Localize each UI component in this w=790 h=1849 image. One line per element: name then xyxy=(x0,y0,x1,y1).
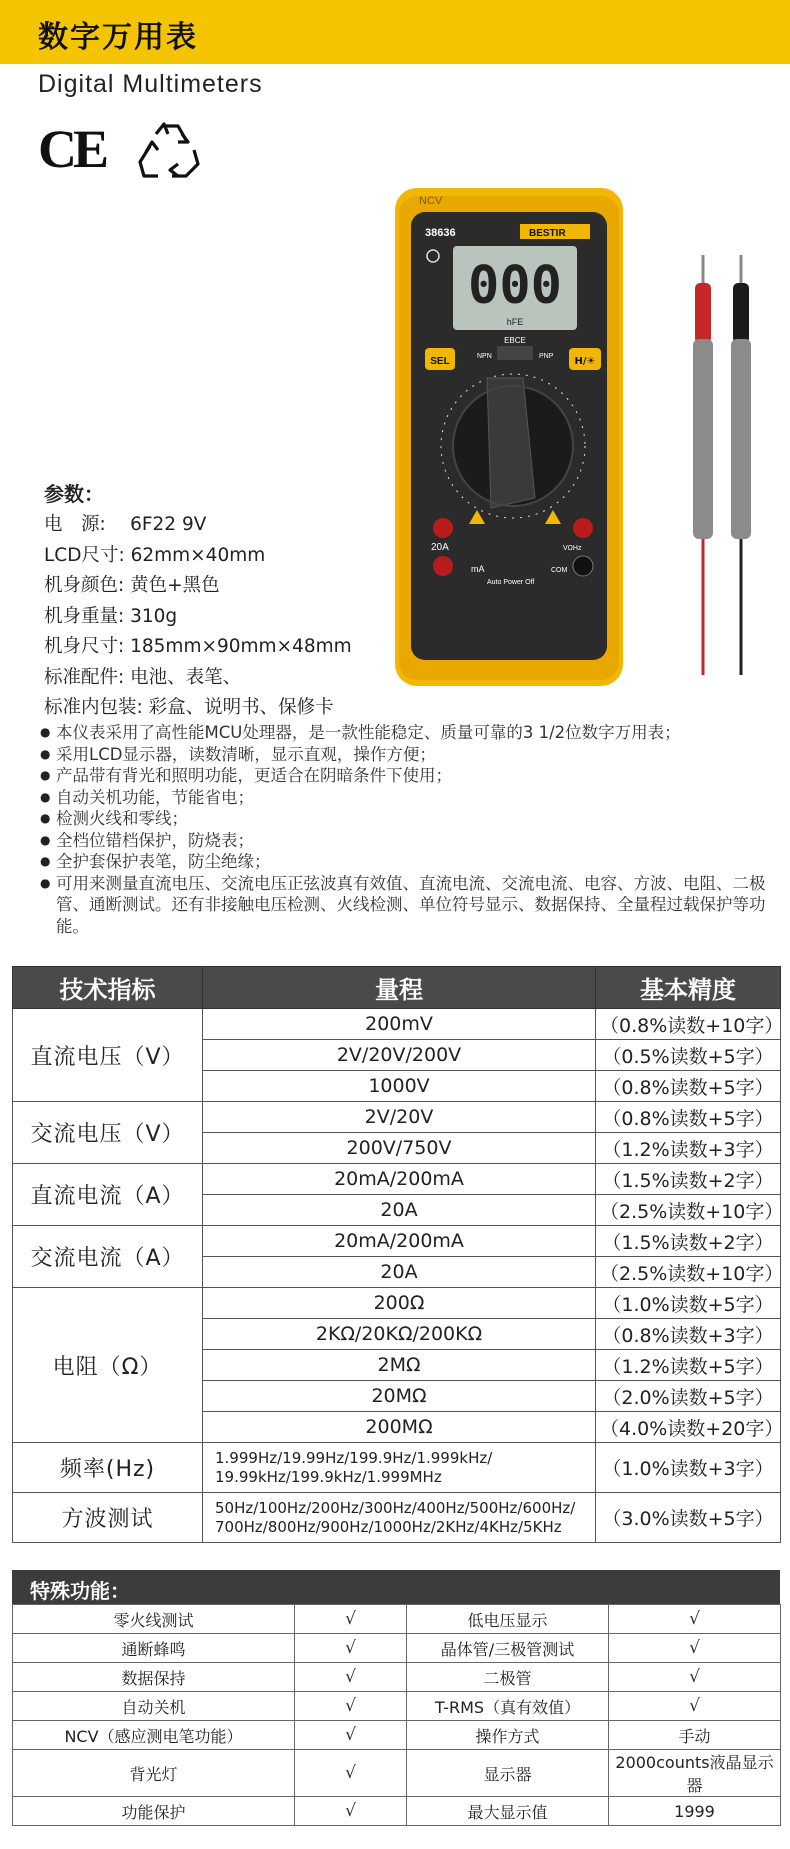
ce-mark-icon: CE xyxy=(38,119,106,179)
param-lcd-size: LCD尺寸: 62mm×40mm xyxy=(44,544,266,566)
param-weight: 机身重量: 310g xyxy=(44,605,178,627)
test-probes-illustration xyxy=(665,255,775,675)
special-row xyxy=(13,1797,781,1826)
spec-range-cell: 20A xyxy=(203,1257,596,1288)
spec-header-cell: 基本精度 xyxy=(596,967,781,1009)
page-subtitle: Digital Multimeters xyxy=(38,70,263,98)
spec-range-cell: 200Ω xyxy=(203,1288,596,1319)
spec-category-cell: 电阻（Ω） xyxy=(13,1288,203,1443)
param-color: 机身颜色: 黄色+黑色 xyxy=(44,575,220,596)
special-feature-value: 手动 xyxy=(609,1721,781,1750)
spec-range-cell: 200mV xyxy=(203,1009,596,1040)
special-row xyxy=(13,1663,781,1692)
terminal-ma[interactable] xyxy=(433,556,453,576)
special-feature-name: 自动关机 xyxy=(13,1692,295,1721)
special-functions-title: 特殊功能： xyxy=(12,1570,780,1604)
spec-accuracy-cell: （0.8%读数+5字） xyxy=(596,1102,781,1133)
spec-range-cell: 2KΩ/20KΩ/200KΩ xyxy=(203,1319,596,1350)
title-bar xyxy=(0,0,790,64)
spec-category-cell: 频率(Hz) xyxy=(13,1443,203,1493)
special-feature-value: 2000counts液晶显示器 xyxy=(609,1750,781,1797)
special-row xyxy=(13,1634,781,1663)
special-feature-name: 最大显示值 xyxy=(407,1797,609,1826)
spec-table xyxy=(12,966,784,1543)
special-feature-name: 数据保持 xyxy=(13,1663,295,1692)
spec-row xyxy=(13,1164,781,1195)
socket-label: EBCE xyxy=(504,336,526,345)
special-feature-value: √ xyxy=(609,1692,781,1721)
spec-range-cell: 50Hz/100Hz/200Hz/300Hz/400Hz/500Hz/600Hz/ 700Hz/800Hz/900Hz/1000Hz/2KHz/4KHz/5KHz xyxy=(203,1493,596,1543)
spec-range-cell: 2MΩ xyxy=(203,1350,596,1381)
params-title: 参数： xyxy=(44,482,104,506)
spec-accuracy-cell: （0.8%读数+5字） xyxy=(596,1071,781,1102)
special-feature-name: 显示器 xyxy=(407,1750,609,1797)
spec-header-cell: 技术指标 xyxy=(13,967,203,1009)
brand-label: BESTIR xyxy=(529,228,566,239)
special-feature-name: 通断蜂鸣 xyxy=(13,1634,295,1663)
hold-light-button-label: H/☀ xyxy=(574,356,596,367)
feature-item: ● 本仪表采用了高性能MCU处理器，是一款性能稳定、质量可靠的3 1/2位数字万用表； xyxy=(40,722,780,744)
recycle-icon xyxy=(138,120,202,180)
special-functions-table xyxy=(12,1604,781,1826)
feature-list xyxy=(40,722,780,937)
spec-accuracy-cell: （0.5%读数+5字） xyxy=(596,1040,781,1071)
special-row xyxy=(13,1605,781,1634)
spec-accuracy-cell: （3.0%读数+5字） xyxy=(596,1493,781,1543)
terminal-v[interactable] xyxy=(573,518,593,538)
special-feature-mark: √ xyxy=(295,1721,407,1750)
page-title: 数字万用表 xyxy=(38,20,198,55)
spec-accuracy-cell: （1.2%读数+3字） xyxy=(596,1133,781,1164)
terminal-20a[interactable] xyxy=(433,518,453,538)
feature-item: ● 全档位错档保护，防烧表； xyxy=(40,830,780,852)
model-label: 38636 xyxy=(425,227,456,239)
special-feature-name: NCV（感应测电笔功能） xyxy=(13,1721,295,1750)
special-row xyxy=(13,1721,781,1750)
terminal-v-label: VΩHz xyxy=(563,545,582,552)
spec-row xyxy=(13,1443,781,1493)
special-feature-value: 1999 xyxy=(609,1797,781,1826)
terminal-ma-label: mA xyxy=(471,564,485,574)
spec-accuracy-cell: （2.0%读数+5字） xyxy=(596,1381,781,1412)
ncv-label: NCV xyxy=(419,195,443,207)
spec-row xyxy=(13,1102,781,1133)
spec-accuracy-cell: （0.8%读数+3字） xyxy=(596,1319,781,1350)
spec-category-cell: 交流电压（V） xyxy=(13,1102,203,1164)
feature-item: ● 自动关机功能，节能省电； xyxy=(40,787,780,809)
param-accessories: 标准配件: 电池、表笔、 xyxy=(44,666,242,688)
special-feature-mark: √ xyxy=(295,1634,407,1663)
feature-item: ● 全护套保护表笔，防尘绝缘； xyxy=(40,851,780,873)
special-feature-mark: √ xyxy=(295,1797,407,1826)
spec-range-cell: 200V/750V xyxy=(203,1133,596,1164)
spec-accuracy-cell: （1.5%读数+2字） xyxy=(596,1226,781,1257)
spec-range-cell: 1000V xyxy=(203,1071,596,1102)
spec-range-cell: 200MΩ xyxy=(203,1412,596,1443)
special-feature-value: √ xyxy=(609,1634,781,1663)
terminal-com[interactable] xyxy=(573,556,593,576)
black-probe-handle xyxy=(731,339,751,539)
special-feature-name: 功能保护 xyxy=(13,1797,295,1826)
param-packaging: 标准内包装: 彩盒、说明书、保修卡 xyxy=(44,697,334,718)
title-tab xyxy=(0,0,32,64)
special-feature-value: √ xyxy=(609,1663,781,1692)
spec-accuracy-cell: （1.5%读数+2字） xyxy=(596,1164,781,1195)
red-probe-handle xyxy=(693,339,713,539)
npn-label: NPN xyxy=(477,353,492,360)
params-list xyxy=(44,510,352,724)
special-feature-mark: √ xyxy=(295,1663,407,1692)
auto-power-label: Auto Power Off xyxy=(487,579,535,586)
special-row xyxy=(13,1692,781,1721)
special-feature-name: 操作方式 xyxy=(407,1721,609,1750)
special-feature-name: T-RMS（真有效值） xyxy=(407,1692,609,1721)
black-probe-tip xyxy=(733,283,749,343)
spec-row xyxy=(13,1493,781,1543)
param-power: 电 源: 6F22 9V xyxy=(44,514,207,535)
spec-row xyxy=(13,1009,781,1040)
spec-header-row xyxy=(13,967,781,1009)
spec-accuracy-cell: （2.5%读数+10字） xyxy=(596,1257,781,1288)
spec-accuracy-cell: （0.8%读数+10字） xyxy=(596,1009,781,1040)
feature-item: ● 可用来测量直流电压、交流电压正弦波真有效值、直流电流、交流电流、电容、方波、电阻、二极管、通断测试。还有非接触电压检测、火线检测、单位符号显示、数据保持、全量程过载保护等功能。 xyxy=(40,873,780,938)
special-feature-mark: √ xyxy=(295,1750,407,1797)
feature-item: ● 产品带有背光和照明功能，更适合在阴暗条件下使用； xyxy=(40,765,780,787)
feature-item: ● 检测火线和零线； xyxy=(40,808,780,830)
special-feature-name: 背光灯 xyxy=(13,1750,295,1797)
special-feature-name: 晶体管/三极管测试 xyxy=(407,1634,609,1663)
lcd-reading: 000 xyxy=(468,256,562,316)
terminal-com-label: COM xyxy=(551,567,568,574)
special-row xyxy=(13,1750,781,1797)
param-dimensions: 机身尺寸: 185mm×90mm×48mm xyxy=(44,636,352,657)
spec-category-cell: 交流电流（A） xyxy=(13,1226,203,1288)
spec-category-cell: 直流电压（V） xyxy=(13,1009,203,1102)
spec-row xyxy=(13,1288,781,1319)
spec-range-cell: 1.999Hz/19.99Hz/199.9Hz/1.999kHz/ 19.99kHz/199.9kHz/1.999MHz xyxy=(203,1443,596,1493)
spec-range-cell: 2V/20V xyxy=(203,1102,596,1133)
feature-item: ● 采用LCD显示器，读数清晰，显示直观，操作方便； xyxy=(40,744,780,766)
special-feature-value: √ xyxy=(609,1605,781,1634)
spec-accuracy-cell: （1.0%读数+3字） xyxy=(596,1443,781,1493)
hfe-socket xyxy=(497,346,533,360)
special-feature-mark: √ xyxy=(295,1692,407,1721)
spec-range-cell: 20mA/200mA xyxy=(203,1226,596,1257)
spec-range-cell: 20mA/200mA xyxy=(203,1164,596,1195)
spec-accuracy-cell: （2.5%读数+10字） xyxy=(596,1195,781,1226)
special-feature-mark: √ xyxy=(295,1605,407,1634)
red-probe-tip xyxy=(695,283,711,343)
terminal-20a-label: 20A xyxy=(431,542,449,553)
spec-header-cell: 量程 xyxy=(203,967,596,1009)
special-feature-name: 零火线测试 xyxy=(13,1605,295,1634)
spec-row xyxy=(13,1226,781,1257)
pnp-label: PNP xyxy=(539,353,554,360)
spec-range-cell: 20A xyxy=(203,1195,596,1226)
special-feature-name: 二极管 xyxy=(407,1663,609,1692)
spec-range-cell: 20MΩ xyxy=(203,1381,596,1412)
spec-accuracy-cell: （1.0%读数+5字） xyxy=(596,1288,781,1319)
sel-button-label: SEL xyxy=(430,356,450,367)
spec-category-cell: 直流电流（A） xyxy=(13,1164,203,1226)
spec-accuracy-cell: （1.2%读数+5字） xyxy=(596,1350,781,1381)
special-feature-name: 低电压显示 xyxy=(407,1605,609,1634)
spec-category-cell: 方波测试 xyxy=(13,1493,203,1543)
spec-range-cell: 2V/20V/200V xyxy=(203,1040,596,1071)
lcd-unit: hFE xyxy=(506,317,524,327)
spec-accuracy-cell: （4.0%读数+20字） xyxy=(596,1412,781,1443)
